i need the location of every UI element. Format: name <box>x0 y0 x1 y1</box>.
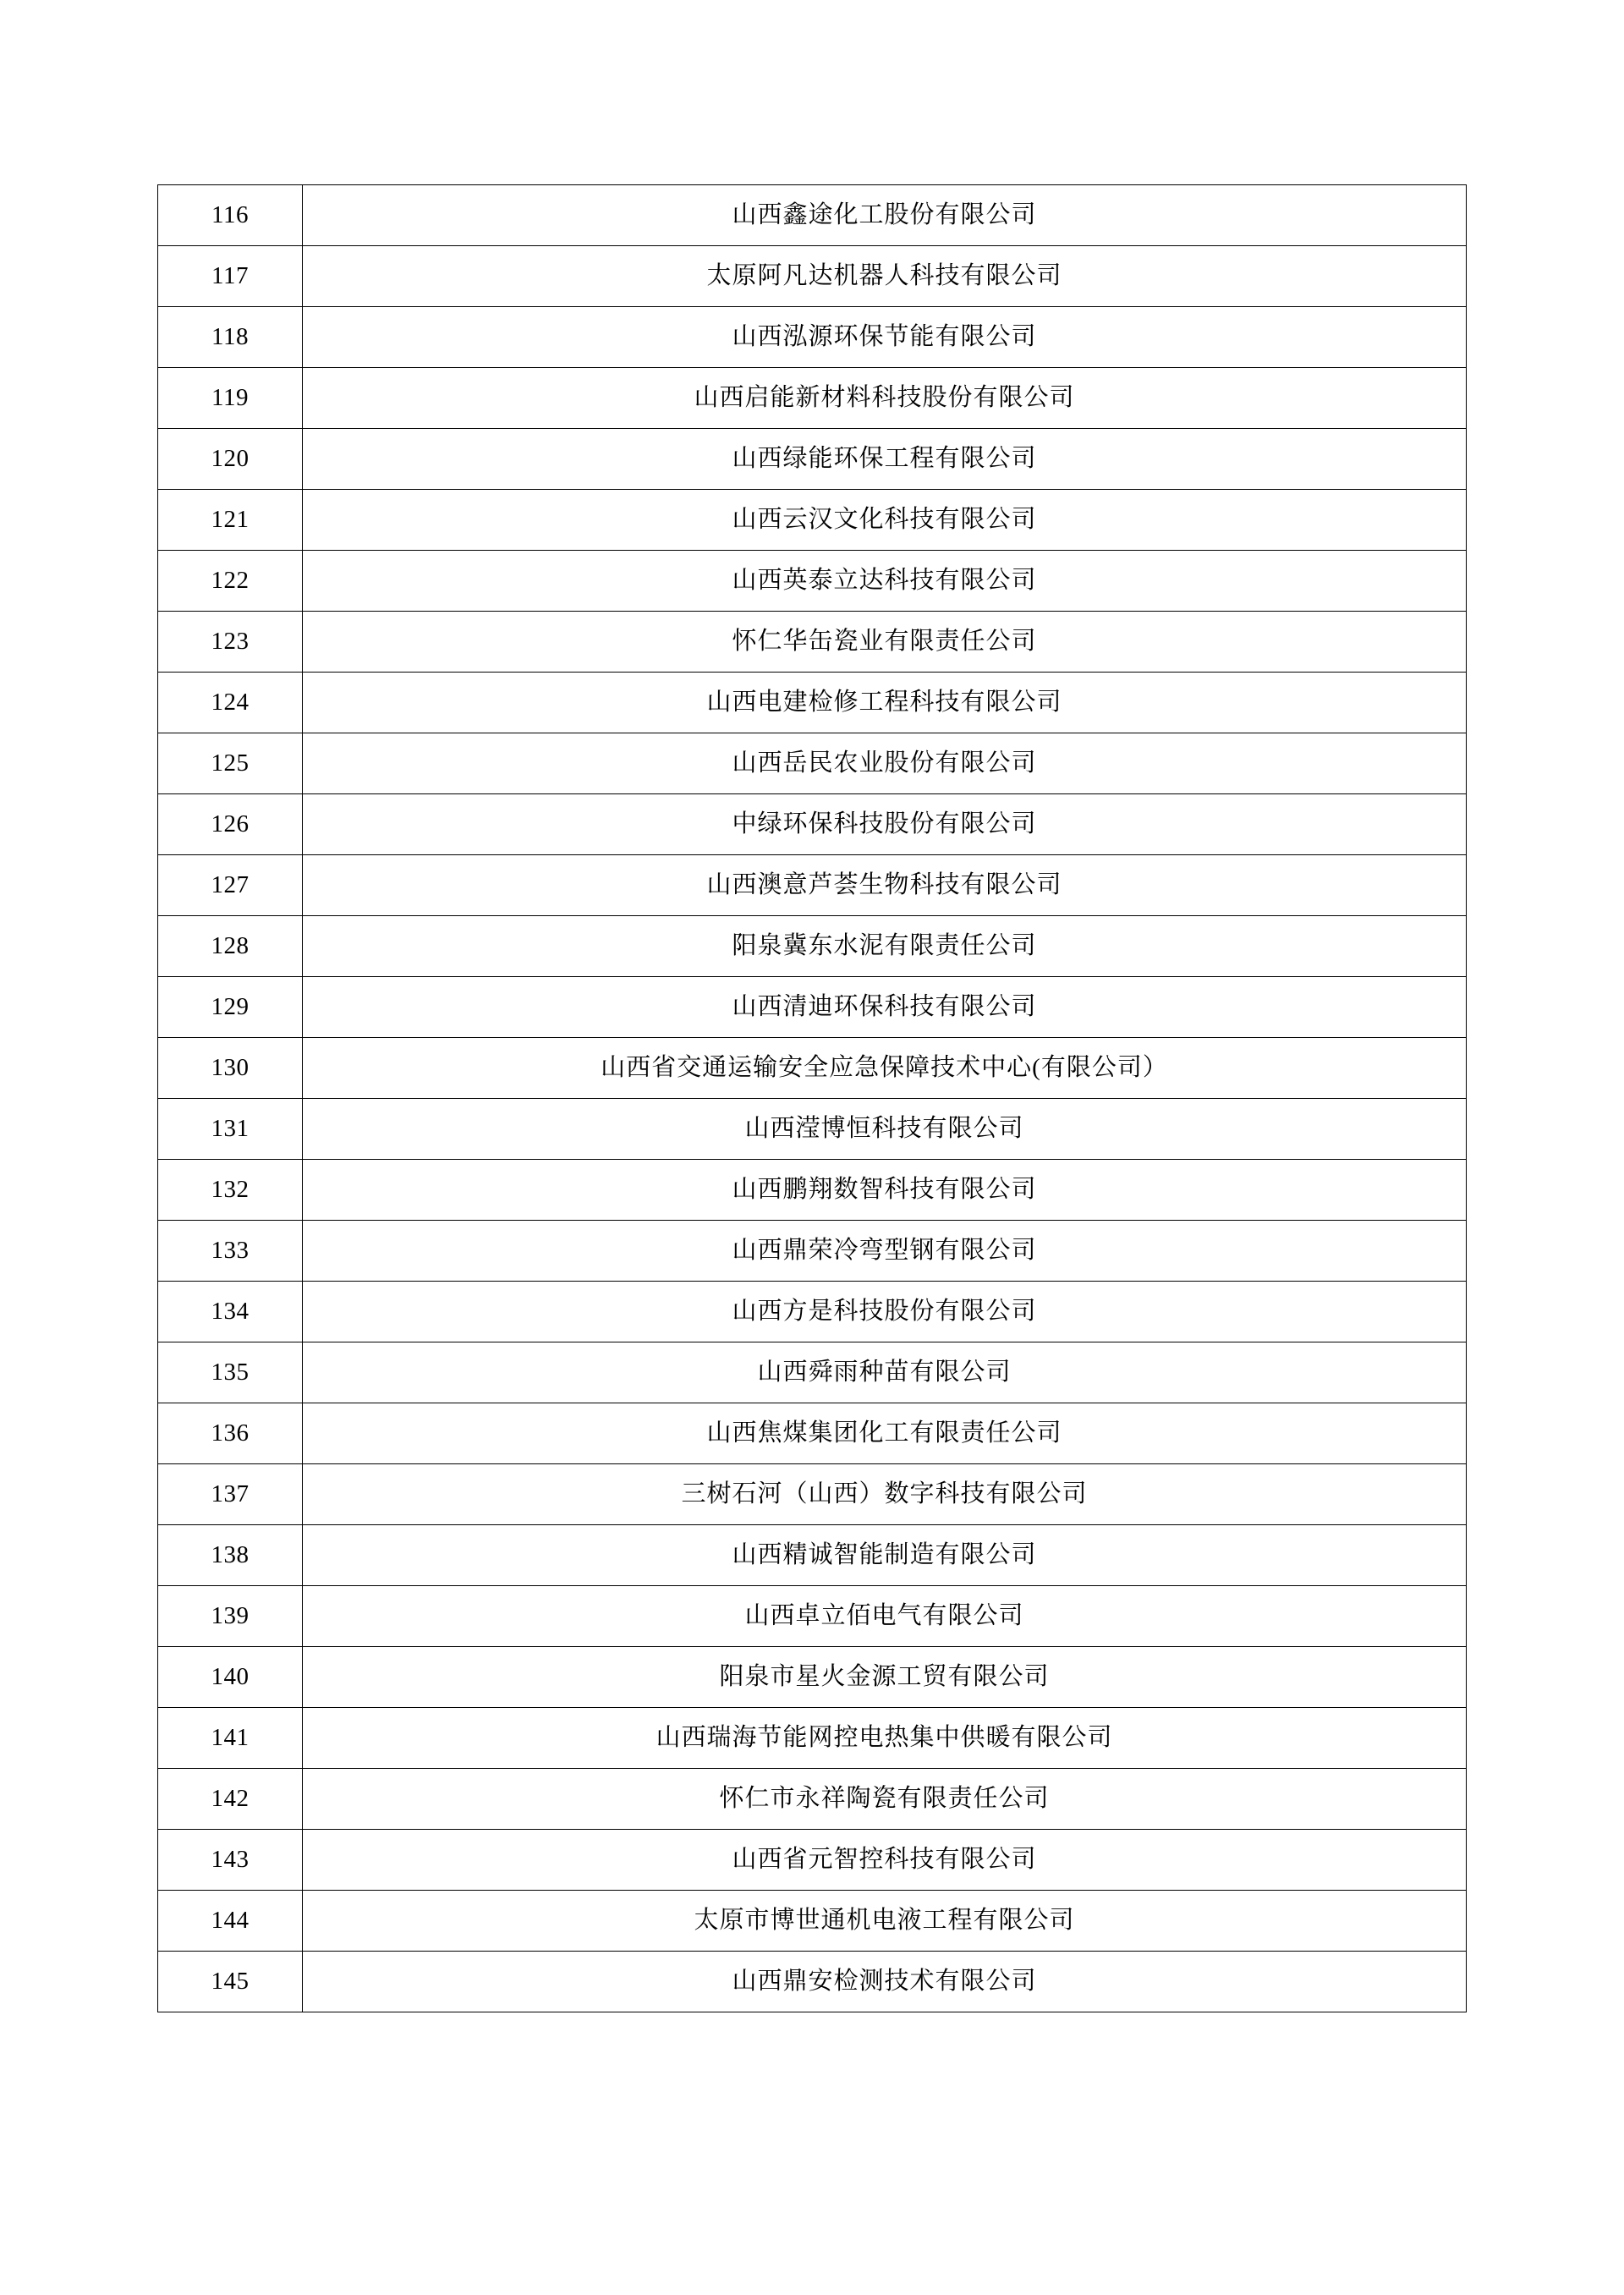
table-row <box>158 1342 1467 1403</box>
enterprise-name-cell: 太原阿凡达机器人科技有限公司 <box>303 246 1467 307</box>
table-row <box>158 673 1467 733</box>
row-index-cell: 124 <box>158 673 303 733</box>
enterprise-name-cell: 太原市博世通机电液工程有限公司 <box>303 1891 1467 1952</box>
table-row <box>158 551 1467 612</box>
row-index-cell: 135 <box>158 1342 303 1403</box>
row-index-cell: 116 <box>158 185 303 246</box>
row-index-cell: 121 <box>158 490 303 551</box>
table-row <box>158 368 1467 429</box>
enterprise-name-cell: 山西滢博恒科技有限公司 <box>303 1099 1467 1160</box>
table-row <box>158 1647 1467 1708</box>
row-index-cell: 141 <box>158 1708 303 1769</box>
row-index-cell: 122 <box>158 551 303 612</box>
table-row <box>158 1160 1467 1221</box>
row-index-cell: 118 <box>158 307 303 368</box>
enterprise-name-cell: 山西卓立佰电气有限公司 <box>303 1586 1467 1647</box>
table-row <box>158 855 1467 916</box>
row-index-cell: 145 <box>158 1952 303 2012</box>
row-index-cell: 129 <box>158 977 303 1038</box>
enterprise-name-cell: 中绿环保科技股份有限公司 <box>303 794 1467 855</box>
table-row <box>158 1525 1467 1586</box>
enterprise-name-cell: 怀仁市永祥陶瓷有限责任公司 <box>303 1769 1467 1830</box>
enterprise-name-cell: 阳泉市星火金源工贸有限公司 <box>303 1647 1467 1708</box>
enterprise-name-cell: 山西泓源环保节能有限公司 <box>303 307 1467 368</box>
table-row <box>158 429 1467 490</box>
enterprise-name-cell: 山西省交通运输安全应急保障技术中心(有限公司） <box>303 1038 1467 1099</box>
row-index-cell: 140 <box>158 1647 303 1708</box>
row-index-cell: 143 <box>158 1830 303 1891</box>
row-index-cell: 126 <box>158 794 303 855</box>
row-index-cell: 130 <box>158 1038 303 1099</box>
enterprise-name-cell: 山西英泰立达科技有限公司 <box>303 551 1467 612</box>
row-index-cell: 144 <box>158 1891 303 1952</box>
row-index-cell: 139 <box>158 1586 303 1647</box>
row-index-cell: 137 <box>158 1464 303 1525</box>
enterprise-name-cell: 山西焦煤集团化工有限责任公司 <box>303 1403 1467 1464</box>
table-row <box>158 612 1467 673</box>
row-index-cell: 138 <box>158 1525 303 1586</box>
row-index-cell: 127 <box>158 855 303 916</box>
table-row <box>158 794 1467 855</box>
table-row <box>158 1282 1467 1342</box>
table-row <box>158 1952 1467 2012</box>
enterprise-name-cell: 山西云汉文化科技有限公司 <box>303 490 1467 551</box>
enterprise-name-cell: 山西澳意芦荟生物科技有限公司 <box>303 855 1467 916</box>
table-row <box>158 1891 1467 1952</box>
table-row <box>158 1221 1467 1282</box>
row-index-cell: 117 <box>158 246 303 307</box>
table-row <box>158 1099 1467 1160</box>
enterprise-name-cell: 山西清迪环保科技有限公司 <box>303 977 1467 1038</box>
row-index-cell: 132 <box>158 1160 303 1221</box>
row-index-cell: 134 <box>158 1282 303 1342</box>
enterprise-name-cell: 山西绿能环保工程有限公司 <box>303 429 1467 490</box>
enterprise-listing-table <box>157 184 1467 2012</box>
table-row <box>158 1708 1467 1769</box>
enterprise-name-cell: 山西岳民农业股份有限公司 <box>303 733 1467 794</box>
table-row <box>158 490 1467 551</box>
row-index-cell: 125 <box>158 733 303 794</box>
row-index-cell: 128 <box>158 916 303 977</box>
table-row <box>158 1586 1467 1647</box>
enterprise-name-cell: 山西鑫途化工股份有限公司 <box>303 185 1467 246</box>
table-row <box>158 185 1467 246</box>
table-row <box>158 1769 1467 1830</box>
table-row <box>158 977 1467 1038</box>
enterprise-name-cell: 三树石河（山西）数字科技有限公司 <box>303 1464 1467 1525</box>
table-row <box>158 916 1467 977</box>
row-index-cell: 142 <box>158 1769 303 1830</box>
table-row <box>158 1038 1467 1099</box>
table-row <box>158 246 1467 307</box>
table-row <box>158 1464 1467 1525</box>
row-index-cell: 133 <box>158 1221 303 1282</box>
row-index-cell: 136 <box>158 1403 303 1464</box>
enterprise-name-cell: 山西瑞海节能网控电热集中供暖有限公司 <box>303 1708 1467 1769</box>
table-row <box>158 307 1467 368</box>
enterprise-name-cell: 阳泉冀东水泥有限责任公司 <box>303 916 1467 977</box>
row-index-cell: 120 <box>158 429 303 490</box>
row-index-cell: 123 <box>158 612 303 673</box>
enterprise-name-cell: 怀仁华缶瓷业有限责任公司 <box>303 612 1467 673</box>
table-row <box>158 733 1467 794</box>
enterprise-name-cell: 山西舜雨种苗有限公司 <box>303 1342 1467 1403</box>
enterprise-name-cell: 山西鼎安检测技术有限公司 <box>303 1952 1467 2012</box>
row-index-cell: 131 <box>158 1099 303 1160</box>
table-row <box>158 1830 1467 1891</box>
enterprise-name-cell: 山西省元智控科技有限公司 <box>303 1830 1467 1891</box>
enterprise-name-cell: 山西鹏翔数智科技有限公司 <box>303 1160 1467 1221</box>
table-row <box>158 1403 1467 1464</box>
table-body <box>158 185 1467 2012</box>
enterprise-name-cell: 山西精诚智能制造有限公司 <box>303 1525 1467 1586</box>
enterprise-name-cell: 山西启能新材料科技股份有限公司 <box>303 368 1467 429</box>
enterprise-name-cell: 山西电建检修工程科技有限公司 <box>303 673 1467 733</box>
row-index-cell: 119 <box>158 368 303 429</box>
enterprise-name-cell: 山西鼎荣冷弯型钢有限公司 <box>303 1221 1467 1282</box>
enterprise-name-cell: 山西方是科技股份有限公司 <box>303 1282 1467 1342</box>
